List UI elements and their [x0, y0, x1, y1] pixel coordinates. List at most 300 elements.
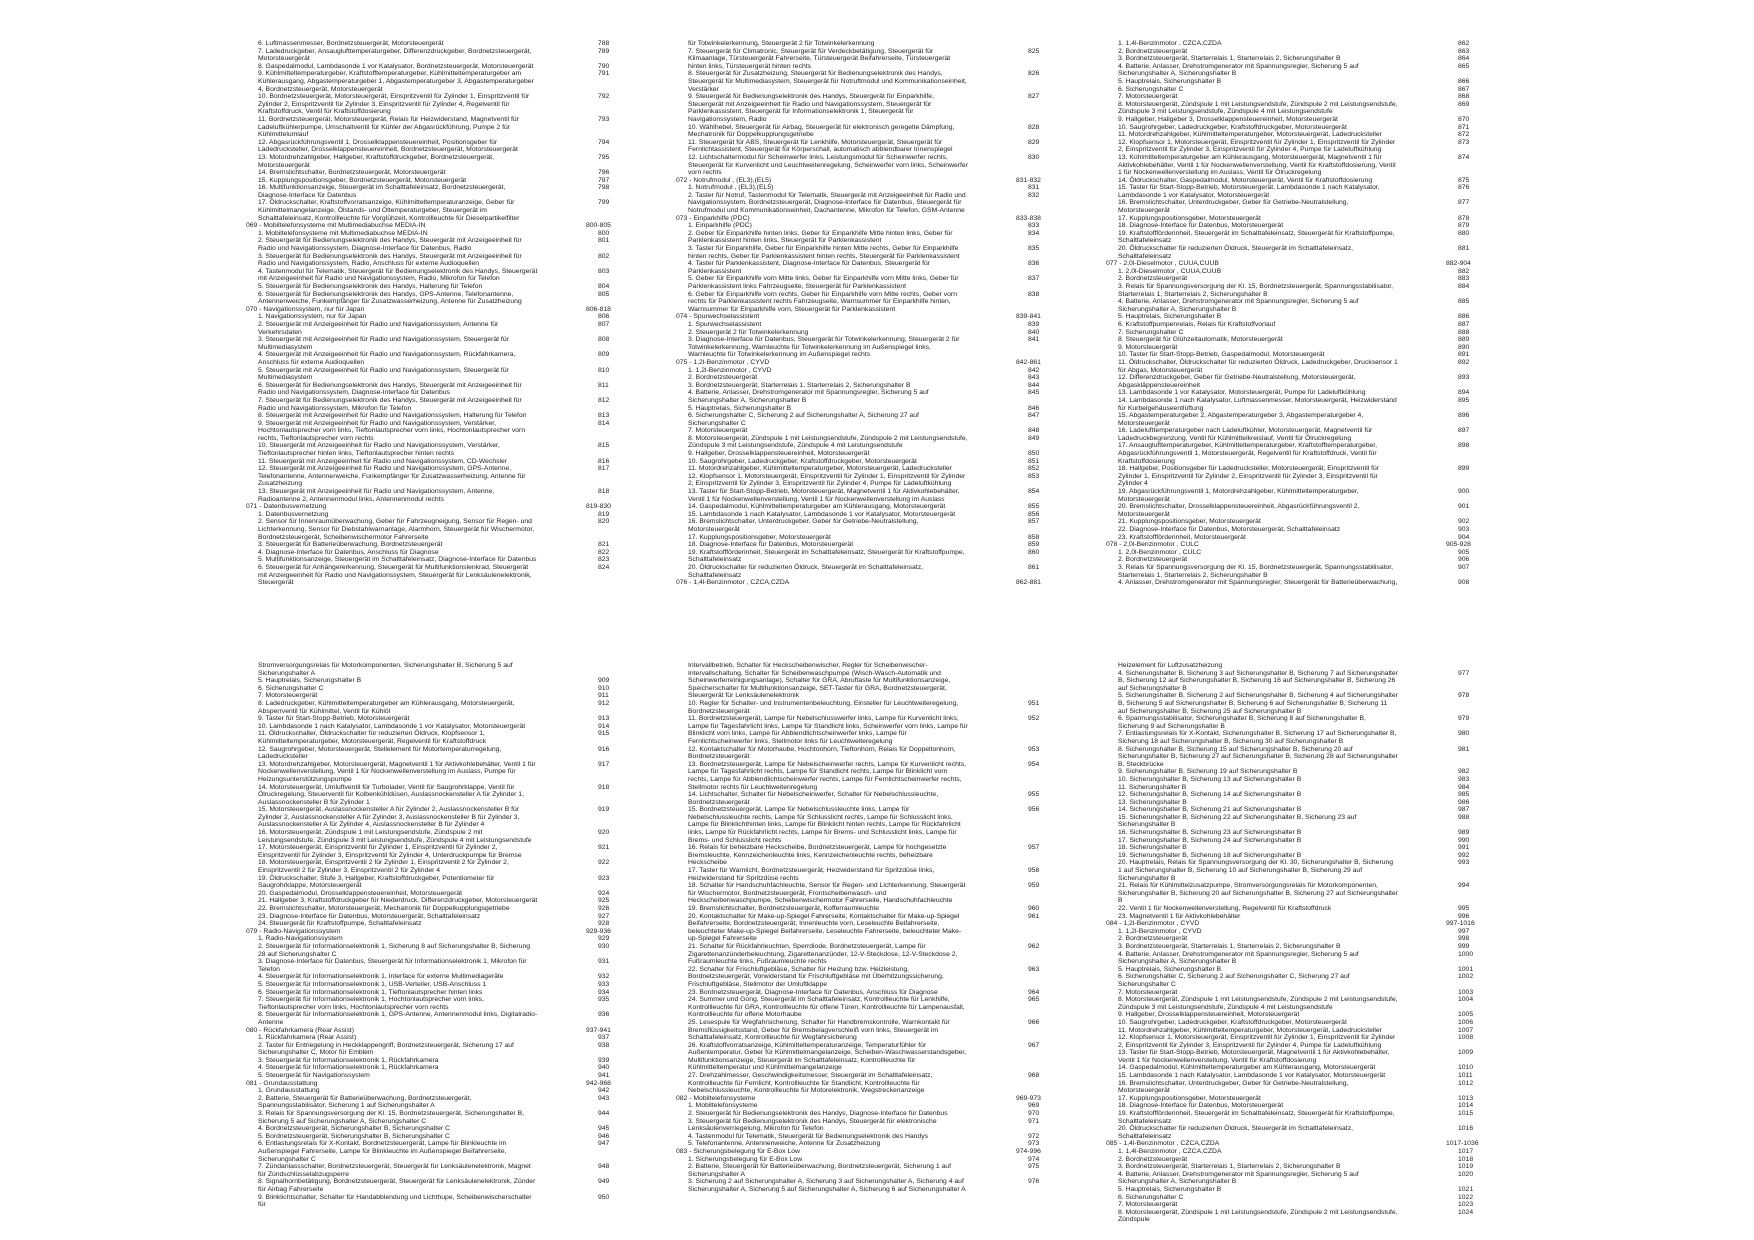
entry-page-number: 911 — [598, 692, 609, 700]
toc-entry — [258, 935, 610, 943]
entry-page-number: 957 — [1028, 844, 1040, 852]
toc-entry — [258, 229, 610, 238]
entry-page-number: 996 — [1458, 912, 1470, 920]
entry-text: 9. Hallgeber, Drosselklappensteuereinheit, Motorsteuergerät — [1118, 1011, 1300, 1019]
entry-page-number: 913 — [598, 715, 610, 723]
entry-page-number: 1018 — [1458, 1155, 1474, 1163]
toc-entry — [688, 760, 1040, 791]
entry-text: 6. Sicherungshalter C, Sicherung 2 auf Sicherungshalter C, Sicherung 27 auf Sicherungshalter C — [1118, 973, 1350, 988]
entry-page-number: 888 — [1458, 328, 1470, 336]
toc-entry — [688, 699, 1040, 715]
entry-page-number: 854 — [1028, 488, 1040, 496]
toc-entry — [258, 396, 610, 412]
entry-text: 1. Rückfahrkamera (Rear Assist) — [258, 1034, 357, 1042]
entry-page-number: 995 — [1458, 905, 1470, 912]
entry-text: 12. Sicherungshalter B, Sicherung 14 auf Sicherungshalter B — [1118, 791, 1302, 799]
toc-entry — [1118, 768, 1470, 776]
entry-page-number: 882 — [1458, 267, 1470, 275]
entry-page-number: 940 — [598, 1064, 610, 1072]
toc-entry — [1118, 942, 1470, 951]
toc-entry — [258, 40, 610, 48]
entry-page-number: 964 — [1028, 988, 1040, 996]
entry-page-number: 935 — [598, 996, 610, 1004]
toc-entry — [688, 465, 1040, 473]
section-heading — [246, 222, 611, 230]
toc-entry — [258, 47, 610, 63]
entry-text: 2. Batterie, Steuergerät für Batterieüberwachung, Bordnetzsteuergerät, Spannungsstabilisator, Sicherung 1 auf Sicherungshalter A — [258, 1094, 472, 1110]
toc-entry — [1118, 222, 1470, 230]
entry-text: 2. Steuergerät für Bedienungselektronik des Handys, Diagnose-Interface für Datenbus — [688, 1110, 948, 1118]
toc-entry — [1118, 662, 1453, 670]
toc-entry — [258, 518, 610, 541]
toc-entry — [1118, 548, 1470, 557]
entry-text: 079 - Radio-Navigationssystem — [246, 927, 341, 935]
toc-entry — [688, 93, 1040, 123]
entry-text: 8. Steuergerät für Zusatzheizung, Steuergerät für Bedienungselektronik des Handys, Steuergerät für Multimediasystem, Steuergerät für Notruftmodul und Kommunikationseinheit, Verstärker — [688, 70, 967, 93]
entry-page-number: 1005 — [1458, 1011, 1474, 1019]
entry-text: 11. Motordrehzahlgeber, Kühlmitteltemperaturgeber, Motorsteuergerät, Ladedrucksteller — [1118, 131, 1382, 139]
entry-text: 15. Lambdasonde 1 nach Katalysator, Lambdasonde 1 vor Katalysator, Motorsteuergerät — [688, 510, 956, 518]
entry-page-number: 981 — [1458, 745, 1470, 753]
toc-entry — [688, 662, 1023, 700]
entry-text: 5. Hauptrelais, Sicherungshalter B — [1118, 313, 1222, 321]
entry-page-number: 993 — [1458, 859, 1470, 867]
entry-page-number: 843 — [1028, 374, 1040, 382]
entry-page-number: 1023 — [1458, 1201, 1474, 1209]
entry-page-number: 889 — [1458, 336, 1470, 344]
entry-text: 10. Regler für Schalter- und Instrumentenbeleuchtung, Einsteller für Leuchtweiteregelung, Bordnetzsteuergerät — [688, 699, 959, 715]
toc-entry — [688, 229, 1040, 245]
entry-page-number: 1014 — [1458, 1102, 1474, 1110]
toc-entry — [258, 412, 610, 420]
toc-entry — [258, 958, 610, 973]
entry-page-number: 838 — [1028, 290, 1040, 298]
entry-page-number: 893 — [1458, 374, 1470, 382]
entry-text: 27. Drehzahlmesser, Geschwindigkeitsmesser, Steuergerät im Schalttafeleinsatz, Kontrollleuchte für Fernlicht, Kontrollleuchte für Standlicht, Kontrollleuchte für Nebelschlussleuchte, Kontrollleuchte für Motorelektronik, Wegstreckenanzeige — [688, 1072, 933, 1095]
toc-entry — [258, 745, 610, 761]
entry-page-number: 908 — [1458, 579, 1470, 587]
entry-page-number: 969 — [1028, 1102, 1040, 1110]
entry-text: 26. Kraftstoffvorratsanzeige, Kühlmitteltemperaturanzeige, Temperaturfühler für Außentemperatur, Geber für Kühlmittelmangelanzeige, Scheiben-Waschwasserstandsgeber, Multifunktionsanzeige, Steuergerät im Schalttafeleinsatz, Kontrollleuchte für Kühlmitteltemperatur und Kühlmittelmangelanzeige — [688, 1041, 967, 1072]
toc-entry — [1118, 526, 1470, 534]
entry-page-number: 806 — [598, 313, 610, 321]
entry-text: 1. Mobiltelefonsysteme mit Multimediabuchse MEDIA-IN — [258, 229, 428, 237]
entry-page-number: 859 — [1028, 541, 1040, 549]
entry-page-number: 810 — [598, 366, 610, 374]
toc-entry — [258, 138, 610, 154]
section-heading — [676, 358, 1041, 367]
entry-text: 12. Lichtschaltermodul für Scheinwerfer links, Leistungsmodul für Scheinwerfer rechts, Steuergerät für Kurvenlicht und Leuchtweitenregelung, Scheinwerfer vorn links, Scheinwerfer vorn rechts — [688, 153, 968, 177]
section-heading — [246, 503, 611, 511]
entry-text: 17. Kupplungspositionsgeber, Motorsteuergerät — [688, 533, 831, 541]
entry-page-number: 900 — [1458, 488, 1470, 496]
toc-entry — [1118, 996, 1474, 1011]
toc-entry — [258, 1041, 610, 1057]
entry-page-number: 862-881 — [1016, 579, 1041, 587]
entry-page-number: 791 — [598, 70, 610, 78]
entry-page-number: 916 — [598, 745, 610, 753]
entry-page-number: 837 — [1028, 275, 1040, 283]
toc-entry — [258, 1193, 610, 1209]
entry-text: 11. Motordrehzahlgeber, Kühlmitteltemperaturgeber, Motorsteuergerät, Ladedrucksteller — [688, 465, 952, 473]
toc-entry — [258, 1163, 610, 1178]
entry-text: 070 - Navigationssystem, nur für Japan — [246, 305, 365, 313]
entry-text: 6. Sicherungshalter C — [1118, 1193, 1184, 1201]
entry-page-number: 904 — [1458, 533, 1470, 541]
entry-page-number: 992 — [1458, 851, 1470, 859]
entry-page-number: 883 — [1458, 275, 1470, 283]
toc-entry — [258, 874, 610, 890]
entry-page-number: 814 — [598, 419, 610, 427]
entry-page-number: 807 — [598, 320, 610, 328]
entry-text: 7. Motorsteuergerät — [258, 692, 318, 700]
entry-text: 4. Batterie, Anlasser, Drehstromgenerator mit Spannungsregler, Sicherung 5 auf Sicherungshalter A, Sicherungshalter B — [1118, 950, 1359, 966]
toc-entry — [258, 1064, 610, 1072]
entry-text: 6. Entlastungsrelais für X-Kontakt, Bordnetzsteuergerät, Lampe für Blinkleuchte im Außenspiegel Fahrerseite, Lampe für Blinkleuchte im Außenspiegel Beifahrerseite, Sicherungshalter C — [258, 1140, 507, 1163]
entry-text: 13. Kühlmitteltemperaturgeber am Kühlerausgang, Motorsteuergerät, Magnetventil 1 für Aktivkohlebehälter, Ventil 1 für Nockenwellenverstellung, Ventil für Kraftstoffdosierung, Ventil 1 für Nockenwellenverstellung im Auslass, Ventil für Ölruckregelung — [1118, 153, 1396, 177]
entry-page-number: 819 — [598, 510, 610, 518]
entry-text: 18. Motorsteuergerät, Einspritzventil 2 für Zylinder 1, Einspritzventil 2 für Zylinder 2, Einspritzventil 2 für Zylinder 3, Einspritzventil 2 für Zylinder 4 — [258, 859, 509, 875]
toc-entry — [1118, 47, 1470, 56]
toc-entry — [1118, 40, 1470, 48]
toc-entry — [688, 1041, 1040, 1072]
entry-text: 13. Lambdasonde 1 vor Katalysator, Motorsteuergerät, Pumpe für Ladeluftkühlung — [1118, 389, 1366, 397]
toc-entry — [258, 563, 610, 587]
entry-page-number: 999 — [1458, 942, 1470, 950]
entry-page-number: 990 — [1458, 836, 1470, 844]
entry-text: 072 - Notrufmodul , (EL3),(EL5) — [676, 176, 772, 184]
entry-text: 11. Bordnetzsteuergerät, Motorsteuergerät, Relais für Heizwiderstand, Magnetventil für Ladeluftkühlerpumpe, Umschaltventil für Kühler der Abgasrückführung, Pumpe 2 für Kühlmittelumlauf — [258, 115, 519, 139]
entry-text: 16. Bremslichtschalter, Unterdruckgeber, Geber für Getriebe-Neutralstellung, Motorsteuergerät — [1118, 1079, 1349, 1095]
toc-entry — [688, 1163, 1040, 1178]
entry-text: 075 - 1,2l-Benzinmotor , CYVD — [676, 358, 770, 366]
entry-text: 3. Bordnetzsteuergerät, Starterrelais 1, Starterrelais 2, Sicherungshalter B — [1118, 1163, 1341, 1171]
toc-entry — [1118, 343, 1470, 352]
entry-text: 16. Bremslichtschalter, Unterdruckgeber, Geber für Getriebe-Neutralstellung, Motorsteuergerät — [1118, 199, 1349, 215]
entry-page-number: 967 — [1028, 1041, 1040, 1049]
entry-page-number: 965 — [1028, 996, 1040, 1004]
toc-entry — [1118, 427, 1470, 442]
entry-text: 1. Sicherungsbelegung für E-Box Low — [688, 1155, 803, 1163]
toc-entry — [258, 237, 610, 253]
entry-text: 3. Diagnose-Interface für Datenbus, Steuergerät für Totwinkelerkennung, Steuergerät 2 für Totwinkelerkennung, Warnleuchte für Totwinkelerkennung im Außenspiegel links, Warnleuchte für Totwinkelerkennung im Außenspiegel rechts — [688, 336, 960, 359]
entry-page-number: 803 — [598, 267, 610, 275]
toc-entry — [1118, 396, 1470, 412]
entry-page-number: 1002 — [1458, 973, 1474, 981]
entry-text: 18. Schalter für Handschuhfachleuchte, Sensor für Regen- und Lichterkennung, Steuergerät für Wischermotor, Bordnetzsteuergerät, Frontscheibenwasch- und Heckscheibenwaschpumpe, Scheibenwischermotor Fahrerseite, Handschuhfachleuchte — [688, 882, 966, 905]
toc-entry — [688, 510, 1040, 519]
entry-text: 14. Lambdasonde 1 nach Katalysator, Luftmassenmesser, Motorsteuergerät, Heizwiderstand für Kurbelgehäuseentlüftung — [1118, 396, 1397, 412]
entry-text: 11. Steuergerät mit Anzeigeeinheit für Radio und Navigationssystem, CD-Wechsler — [258, 457, 508, 465]
toc-entry — [1118, 935, 1470, 943]
entry-page-number: 789 — [598, 47, 610, 55]
entry-page-number: 831-832 — [1016, 176, 1041, 184]
entry-page-number: 942 — [598, 1087, 610, 1095]
toc-entry — [1118, 229, 1470, 245]
entry-text: 1. 1,4l-Benzinmotor , CZCA,CZDA — [1118, 40, 1222, 47]
toc-entry — [1118, 1034, 1474, 1049]
entry-text: 2. Bordnetzsteuergerät — [1118, 1155, 1188, 1163]
toc-entry — [688, 191, 1040, 215]
entry-page-number: 860 — [1028, 548, 1040, 556]
entry-text: 8. Steuergerät für Glühzeitautomatik, Motorsteuergerät — [1118, 336, 1283, 344]
toc-entry — [688, 988, 1040, 997]
entry-text: 6. Sicherungshalter C, Sicherung 2 auf Sicherungshalter A, Sicherung 27 auf Sicherungshalter C — [688, 412, 919, 427]
entry-text: 5. Steuergerät mit Anzeigeeinheit für Radio und Navigationssystem, Steuergerät für Multimediasystem — [258, 366, 509, 382]
toc-entry — [1118, 1170, 1474, 1186]
toc-entry — [258, 93, 610, 116]
toc-entry — [1118, 374, 1470, 389]
toc-entry — [258, 844, 610, 859]
entry-text: 3. Bordnetzsteuergerät, Starterrelais 1, Starterrelais 2, Sicherungshalter B — [1118, 55, 1341, 63]
entry-page-number: 906 — [1458, 556, 1470, 564]
entry-text: 7. Zündanlassschalter, Bordnetzsteuergerät, Steuergerät für Lenksäulenelektronik, Magnet für Zündschlüsselabzugsperre — [258, 1163, 531, 1178]
entry-text: 14. Öldruckschalter, Gaspedalmodul, Motorsteuergerät, Ventil für Kraftstoffdosierung — [1118, 176, 1373, 184]
entry-text: 074 - Spurwechselassistent — [676, 313, 760, 321]
entry-text: 8. Signalhornbetätigung, Bordnetzsteuergerät, Steuergerät für Lenksäulenelektronik, Zünder für Airbag Fahrerseite — [258, 1178, 536, 1193]
entry-text: 17. Sicherungshalter B, Sicherung 24 auf Sicherungshalter B — [1118, 836, 1302, 844]
entry-text: 23. Magnetventil 1 für Aktivkohlebehälter — [1118, 912, 1241, 920]
entry-page-number: 985 — [1458, 791, 1470, 799]
entry-page-number: 988 — [1458, 813, 1470, 821]
toc-entry — [258, 320, 610, 336]
entry-page-number: 808 — [598, 336, 610, 344]
entry-page-number: 812 — [598, 396, 610, 404]
toc-entry — [688, 374, 1040, 382]
entry-text: 11. Öldruckschalter, Öldruckschalter für reduzierten Öldruck, Klopfsensor 1, Kühlmitteltemperaturgeber, Motorsteuergerät, Regelventil für Kraftstoffdruck — [258, 730, 487, 745]
entry-text: 3. Sicherung 2 auf Sicherungshalter A, Sicherung 3 auf Sicherungshalter A, Sicherung 4 auf Sicherungshalter A, Sicherung 5 auf Sicherungshalter A, Sicherung 6 auf Sicherungshalter A — [688, 1178, 966, 1193]
entry-page-number: 876 — [1458, 184, 1470, 192]
entry-text: 19. Kraftstoffförderinheit, Steuergerät im Schalttafeleinsatz, Steuergerät für Kraftstoffpumpe, Schalttafeleinsatz — [688, 548, 965, 564]
entry-page-number: 890 — [1458, 343, 1470, 351]
toc-entry — [258, 366, 610, 382]
entry-text: 16. Ladelufttemperaturgeber nach Ladeluftkühler, Motorsteuergerät, Magnetventil für Ladedruckbegrenzung, Ventil für Kühlmittelkreislauf, Ventil für Ölruckregelung — [1118, 427, 1373, 442]
entry-text: 1. Spurwechselassistent — [688, 320, 762, 328]
entry-text: 10. Saugrohrgeber, Ladedruckgeber, Kraftstoffdruckgeber, Motorsteuergerät — [1118, 123, 1347, 131]
entry-page-number: 915 — [598, 730, 610, 738]
toc-entry — [688, 1018, 1040, 1042]
entry-page-number: 983 — [1458, 775, 1470, 783]
entry-text: 4. Sicherungshalter B, Sicherung 3 auf Sicherungshalter B, Sicherung 7 auf Sicherungshalter B, Sicherung 12 auf Sicherungshalter B, Sicherung 16 auf Sicherungshalter B, Sicherung 26 auf Sicherungshalter B — [1118, 669, 1398, 692]
entry-text: 2. Steuergerät für Informationselektronik 1, Sicherung 8 auf Sicherungshalter B, Sicherung 28 auf Sicherungshalter C — [258, 942, 531, 958]
toc-entry — [258, 684, 610, 693]
entry-text: 12. Kontaktschalter für Motorhaube, Hochtonhorn, Tieftonhorn, Relais für Doppeltonhorn, Bordnetzsteuergerät — [688, 745, 956, 761]
toc-entry — [1118, 882, 1470, 905]
entry-text: 1. Datenbusvernetzung — [258, 510, 329, 518]
toc-entry — [1118, 1208, 1474, 1224]
toc-entry — [688, 844, 1040, 867]
entry-text: 3. Bordnetzsteuergerät, Starterrelais 1, Starterrelais 2, Sicherungshalter B — [688, 381, 911, 389]
toc-column-top-middle — [676, 40, 1041, 587]
entry-page-number: 827 — [1028, 93, 1040, 101]
entry-page-number: 798 — [598, 184, 610, 192]
toc-entry — [258, 176, 610, 185]
entry-page-number: 1010 — [1458, 1064, 1474, 1072]
toc-entry — [1118, 77, 1470, 86]
entry-text: 10. Bordnetzsteuergerät, Motorsteuergerät, Einspritzventil für Zylinder 1, Einspritzventil für Zylinder 2, Einspritzventil für Zylinder 3, Einspritzventil für Zylinder 4, Regelventil für Kraftstoffdruck, Ventil für Kraftstoffdosierung — [258, 93, 530, 116]
entry-page-number: 925 — [598, 897, 610, 905]
entry-text: 20. Öldruckschalter für reduzierten Öldruck, Steuergerät im Schalttafeleinsatz, Schalttafeleinsatz — [1118, 1125, 1353, 1140]
entry-text: 19. Sicherungshalter B, Sicherung 18 auf Sicherungshalter B — [1118, 851, 1302, 859]
entry-text: 7. Sicherungshalter C — [1118, 328, 1184, 336]
entry-page-number: 974 — [1028, 1155, 1040, 1163]
entry-page-number: 834 — [1028, 229, 1040, 237]
toc-entry — [688, 1178, 1040, 1193]
entry-page-number: 820 — [598, 518, 610, 526]
entry-text: 6. Geber für Einparkhilfe vorn rechts, Geber für Einparkhilfe vorn Mitte rechts, Geber vorn rechts für Parklenkassistent rechts Fahrzeugseite, Warnsummer für Einparkhilfe hinten, Warnsummer für Einparkhilfe vorn, Steuergerät für Parklenkassistent — [688, 290, 957, 313]
toc-entry — [258, 488, 610, 503]
entry-text: 7. Ladedruckgeber, Ansauglufttemperaturgeber, Differenzdruckgeber, Bordnetzsteuergerät, Motorsteuergerät — [258, 47, 532, 63]
entry-text: 9. Steuergerät mit Anzeigeeinheit für Radio und Navigationssystem, Verstärker, Hochtonlautsprecher vorn links, Tieftonlautsprecher vorn links, Hochtonlautsprecher vorn rechts, Tieftonlautsprecher vorn rechts — [258, 419, 526, 442]
entry-text: 083 - Sicherungsbelegung für E-Box Low — [676, 1148, 800, 1155]
entry-page-number: 822 — [598, 548, 610, 556]
entry-page-number: 815 — [598, 442, 610, 450]
toc-entry — [1118, 62, 1470, 78]
toc-entry — [1118, 1110, 1474, 1125]
entry-text: 2. Steuergerät mit Anzeigeeinheit für Radio und Navigationssystem, Antenne für Verkehrsdaten — [258, 320, 499, 336]
toc-entry — [1118, 563, 1470, 579]
entry-text: 1. 1,2l-Benzinmotor , CYVD — [688, 366, 772, 374]
entry-text: 12. Abgasrückführungsventil 1, Drosselklappensteuereinheit, Positionsgeber für Ladedrucksteller, Drosselklappensteuereinheit, Bordnetzsteuergerät, Motorsteuergerät — [258, 138, 518, 154]
entry-page-number: 833-838 — [1016, 214, 1041, 222]
toc-entry — [688, 548, 1040, 564]
entry-text: 15. Abgastemperaturgeber 2, Abgastemperaturgeber 3, Abgastemperaturgeber 4, Motorsteuergerät — [1118, 412, 1364, 427]
entry-page-number: 867 — [1458, 85, 1470, 93]
toc-entry — [258, 62, 610, 71]
entry-page-number: 879 — [1458, 222, 1470, 230]
entry-text: 9. Kühlmitteltemperaturgeber, Kraftstofftemperaturgeber, Kühlmitteltemperaturgeber am Kühlerausgang, Abgastemperaturgeber 1, Abgastemperaturgeber 3, Abgastemperaturgeber 4, Bordnetzsteuergerät, Motorsteuergerät — [258, 70, 534, 93]
toc-entry — [258, 252, 610, 268]
entry-page-number: 948 — [598, 1163, 610, 1171]
toc-entry — [688, 996, 1040, 1019]
toc-entry — [688, 40, 1023, 48]
entry-page-number: 840 — [1028, 328, 1040, 336]
entry-text: 1. 2,0l-Benzinmotor , CULC — [1118, 548, 1202, 556]
entry-text: 13. Taster für Start-Stopp-Betrieb, Motorsteuergerät, Magnetventil 1 für Aktivkohlebehälter, Ventil 1 für Nockenwellenverstellung, Ventil für Kraftstoffdosierung — [1118, 1049, 1390, 1064]
entry-page-number: 863 — [1458, 47, 1470, 55]
entry-text: 1. Radio-Navigationssystem — [258, 935, 343, 943]
entry-text: 16. Motorsteuergerät, Zündspule 1 mit Leistungsendstufe, Zündspule 2 mit Leistungsendstufe, Zündspule 3 mit Leistungsendstufe, Zündspule 4 mit Leistungsendstufe — [258, 829, 532, 844]
toc-entry — [688, 912, 1040, 943]
entry-text: Heizelement für Luftzusatzheizung — [1118, 662, 1223, 669]
toc-entry — [258, 897, 610, 905]
entry-text: 13. Taster für Start-Stopp-Betrieb, Motorsteuergerät, Magnetventil 1 für Aktivkohlebehälter, Ventil 1 für Nockenwellenverstellung, Ventil 1 für Nockenwellenverstellung im Auslass — [688, 488, 960, 503]
entry-page-number: 850 — [1028, 450, 1040, 458]
entry-page-number: 816 — [598, 457, 610, 465]
entry-page-number: 833 — [1028, 222, 1040, 230]
entry-text: 22. Diagnose-Interface für Datenbus, Motorsteuergerät, Schalttafeleinsatz — [1118, 526, 1341, 533]
toc-entry — [688, 488, 1040, 503]
entry-page-number: 955 — [1028, 791, 1040, 799]
toc-entry — [688, 1072, 1040, 1095]
toc-entry — [1118, 927, 1470, 936]
entry-page-number: 813 — [598, 412, 610, 420]
entry-text: 5. Hauptrelais, Sicherungshalter B — [688, 404, 792, 412]
toc-entry — [1118, 1148, 1474, 1156]
toc-entry — [258, 199, 610, 222]
toc-entry — [1118, 806, 1470, 814]
entry-text: 5. Steuergerät für Informationselektronik 1, USB-Verteiler, USB-Anschluss 1 — [258, 980, 487, 988]
toc-entry — [1118, 669, 1470, 693]
entry-text: 1. Einparkhilfe (PDC) — [688, 222, 752, 230]
toc-entry — [258, 905, 610, 913]
entry-text: 2. Geber für Einparkhilfe hinten links, Geber für Einparkhilfe Mitte hinten links, Geber für Parklenkassistent hinten links, Steuergerät für Parklenkassistent — [688, 229, 953, 245]
entry-text: 1. Mobiltelefonsysteme — [688, 1102, 758, 1110]
toc-entry — [258, 381, 609, 397]
entry-page-number: 959 — [1028, 882, 1040, 890]
entry-text: 1. 1,4l-Benzinmotor , CZCA,CZDA — [1118, 1148, 1222, 1155]
toc-entry — [258, 1094, 610, 1110]
entry-page-number: 1017 — [1458, 1148, 1474, 1155]
entry-page-number: 795 — [598, 153, 610, 161]
toc-entry — [1118, 1185, 1474, 1194]
entry-page-number: 909 — [598, 677, 610, 685]
entry-text: 3. Relais für Spannungsversorgung der Kl. 15, Bordnetzsteuergerät, Spannungsstabilisator, Starterrelais 1, Starterrelais 2, Sicherungshalter B — [1118, 563, 1394, 579]
entry-text: 16. Bremslichtschalter, Unterdruckgeber, Geber für Getriebe-Neutralstellung, Motorsteuergerät — [688, 518, 919, 533]
entry-text: 17. Ansauglufttemperaturgeber, Kühlmitteltemperaturgeber, Kraftstofftemperaturgeber, Abgasrückführungsventil 1, Motorsteuergerät, Regelventil für Kraftstoffdruck, Ventil für Kraftstoffdosierung — [1118, 442, 1378, 465]
entry-page-number: 907 — [1458, 563, 1470, 571]
entry-page-number: 797 — [598, 176, 610, 184]
entry-page-number: 966 — [1028, 1018, 1040, 1026]
entry-text: 18. Diagnose-Interface für Datenbus, Motorsteuergerät — [1118, 1102, 1284, 1110]
toc-entry — [1118, 138, 1470, 154]
toc-entry — [258, 730, 610, 745]
entry-page-number: 886 — [1458, 313, 1470, 321]
entry-page-number: 944 — [598, 1110, 610, 1118]
entry-page-number: 831 — [1028, 184, 1040, 192]
entry-page-number: 1021 — [1458, 1185, 1474, 1193]
entry-text: 4. Steuergerät für Informationselektronik 1, Rückfahrkamera — [258, 1064, 439, 1072]
entry-page-number: 1000 — [1458, 950, 1474, 958]
entry-page-number: 858 — [1028, 533, 1040, 541]
entry-text: 14. Gaspedalmodul, Kühlmitteltemperaturgeber am Kühlerausgang, Motorsteuergerät — [1118, 1064, 1376, 1072]
entry-page-number: 994 — [1458, 882, 1470, 890]
entry-text: 15. Motorsteuergerät, Auslassnockensteller A für Zylinder 2, Auslassnockensteller B für Zylinder 2, Auslassnockensteller A für Zylinder 3, Auslassnockensteller B für Zylinder 3, Auslassnockensteller A für Zylinder 4, Auslassnockensteller B für Zylinder 4 — [258, 806, 520, 829]
entry-text: 4. Tastenmodul für Telematik, Steuergerät für Bedienungselektronik des Handys, Steuergerät mit Anzeigeeinheit für Radio und Navigationssystem, Radio, Mikrofon für Telefon — [258, 267, 538, 283]
entry-page-number: 972 — [1028, 1132, 1040, 1140]
entry-page-number: 839-841 — [1016, 313, 1041, 321]
entry-page-number: 901 — [1458, 503, 1470, 511]
entry-text: 2. Taster für Notruf, Tastenmodul für Telematik, Steuergerät mit Anzeigeeinheit für Radio und Navigationssystem, Bordnetzsteuergerät, Diagnose-Interface für Datenbus, Steuergerät für Notrufmodul und Kommunikationseinheit, Dachantenne, Mikrofon für Telefon, GSM-Antenne — [688, 191, 966, 215]
entry-page-number: 839 — [1028, 320, 1040, 328]
entry-page-number: 986 — [1458, 798, 1470, 806]
entry-text: 3. Taster für Einparkhilfe, Geber für Einparkhilfe hinten Mitte rechts, Geber für Einparkhilfe hinten rechts, Geber für Parklenkassistent hinten rechts, Steuergerät für Parklenkassistent — [688, 245, 960, 260]
entry-page-number: 864 — [1458, 55, 1470, 63]
entry-page-number: 932 — [598, 973, 610, 981]
toc-entry — [258, 715, 610, 723]
entry-page-number: 923 — [598, 874, 610, 882]
toc-column-top-right — [1106, 40, 1471, 587]
toc-entry — [1118, 988, 1474, 997]
entry-page-number: 817 — [598, 465, 610, 473]
entry-page-number: 939 — [598, 1056, 610, 1064]
toc-entry — [1118, 85, 1470, 94]
entry-page-number: 943 — [598, 1094, 610, 1102]
entry-page-number: 1024 — [1458, 1208, 1474, 1216]
toc-entry — [258, 829, 610, 844]
toc-entry — [688, 275, 1040, 290]
toc-column-bottom-right — [1106, 662, 1479, 1224]
entry-text: 15. Lambdasonde 1 nach Katalysator, Lambdasonde 1 vor Katalysator, Motorsteuergerät — [1118, 1072, 1386, 1080]
toc-entry — [1118, 328, 1470, 337]
entry-text: 13. Steuergerät mit Anzeigeeinheit für Radio und Navigationssystem, Antenne, Radioantenne 2, Antennenmodul links, Antennenmodul rechts — [258, 488, 495, 503]
entry-text: 13. Motordrehzahlgeber, Hallgeber, Kraftstoffdruckgeber, Bordnetzsteuergerät, Motorsteuergerät — [258, 153, 495, 169]
toc-entry — [258, 859, 610, 875]
entry-text: 15. Sicherungshalter B, Sicherung 22 auf Sicherungshalter B, Sicherung 23 auf Sicherungshalter B — [1118, 813, 1357, 829]
entry-page-number: 927 — [598, 912, 610, 920]
toc-entry — [258, 510, 610, 519]
entry-page-number: 848 — [1028, 427, 1040, 435]
